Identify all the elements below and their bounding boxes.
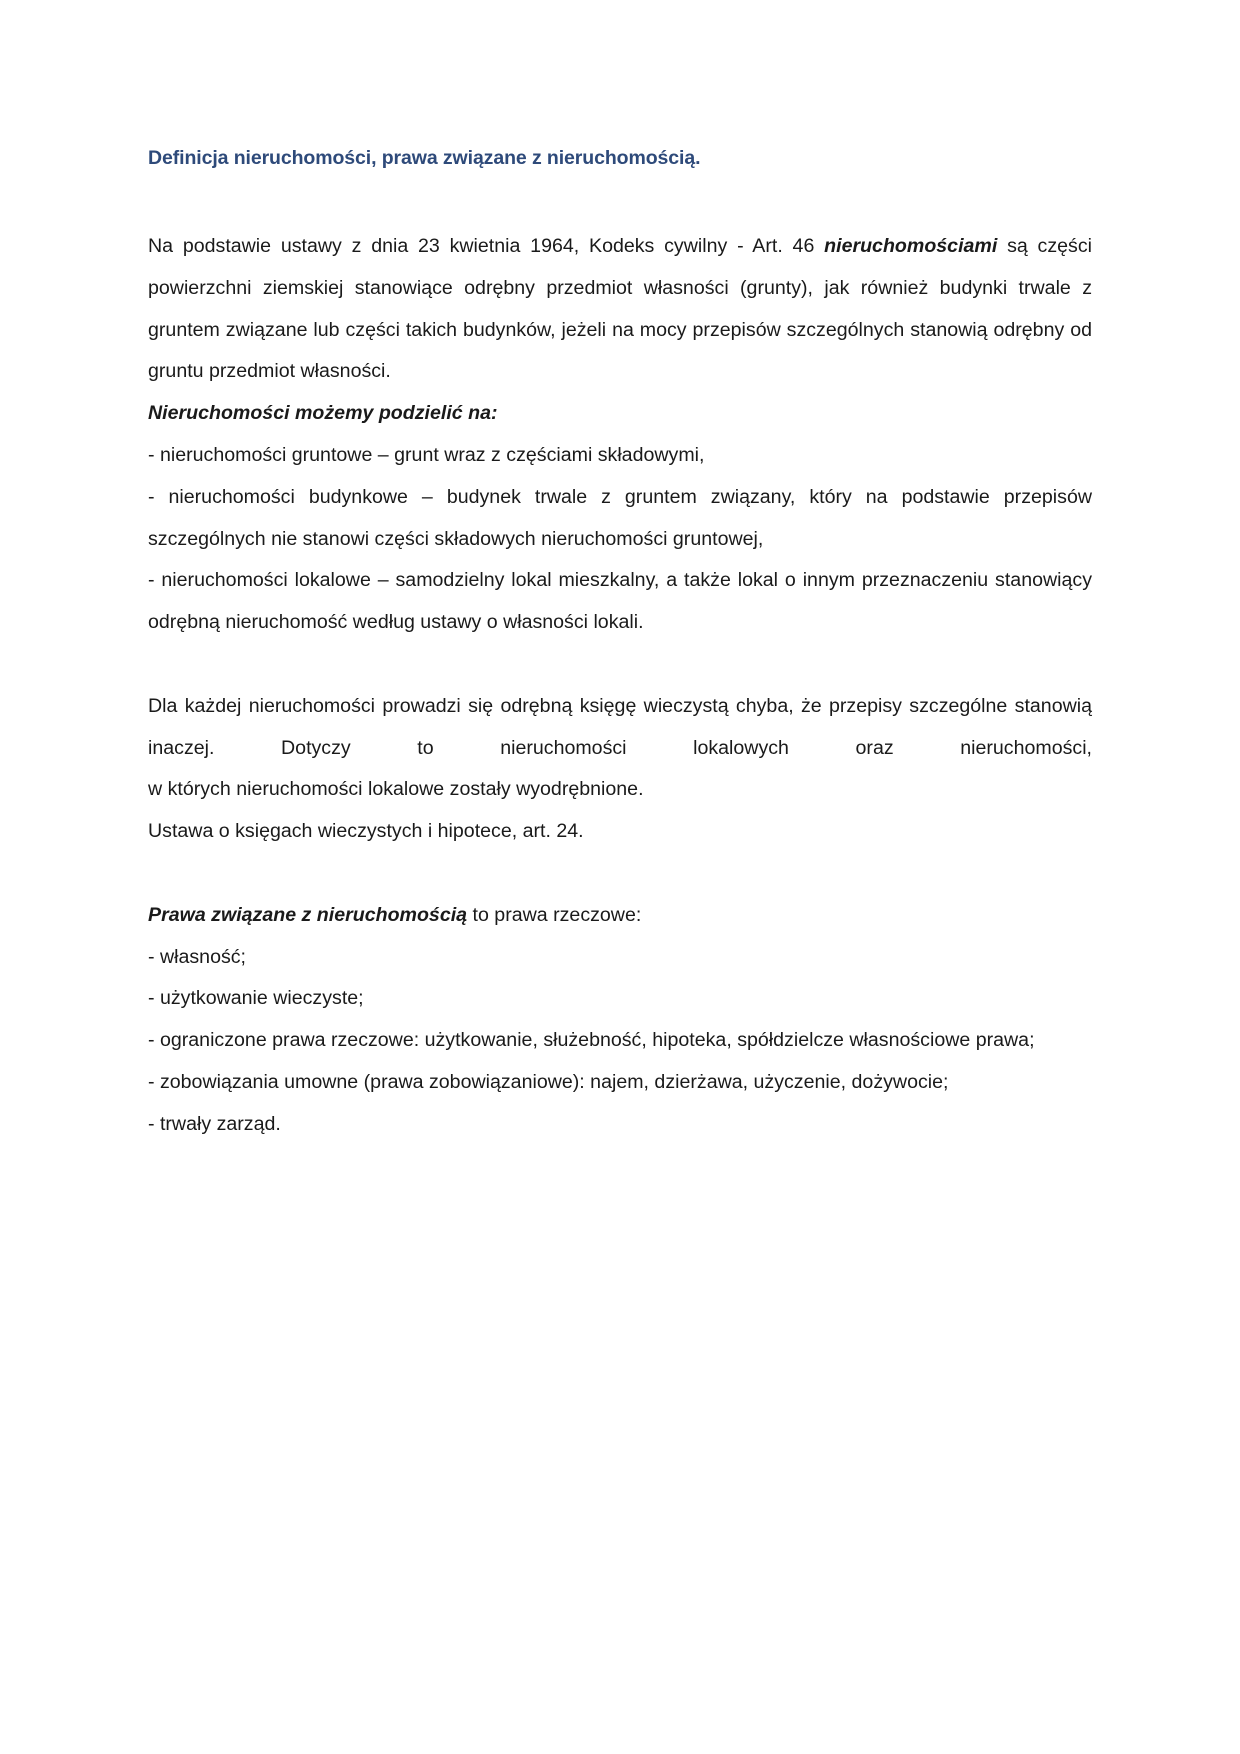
register-source: Ustawa o księgach wieczystych i hipotece, art. 24. <box>148 820 584 843</box>
rights-heading-after: to prawa rzeczowe: <box>467 903 642 926</box>
intro-paragraph <box>148 226 1092 393</box>
intro-text-before: Na podstawie ustawy z dnia 23 kwietnia 1964, Kodeks cywilny - Art. 46 <box>148 235 825 257</box>
rights-item: - zobowiązania umowne (prawa zobowiązaniowe): najem, dzierżawa, użyczenie, dożywocie; <box>148 1070 949 1093</box>
rights-item: - trwały zarząd. <box>148 1112 281 1135</box>
division-item: - nieruchomości budynkowe – budynek trwale z gruntem związany, który na podstawie przepisów szczególnych nie stanowi części składowych nieruchomości gruntowej, <box>148 485 1092 550</box>
rights-item: - ograniczone prawa rzeczowe: użytkowanie, służebność, hipoteka, spółdzielcze własnościowe prawa; <box>148 1029 1035 1052</box>
rights-item: - własność; <box>148 945 246 968</box>
division-heading: Nieruchomości możemy podzielić na: <box>148 402 498 425</box>
register-paragraph-end: w których nieruchomości lokalowe zostały wyodrębnione. <box>148 778 644 801</box>
register-paragraph: Dla każdej nieruchomości prowadzi się odrębną księgę wieczystą chyba, że przepisy szczególne stanowią inaczej. Dotyczy to nieruchomości lokalowych oraz nieruchomości, <box>148 694 1092 759</box>
intro-emphasis: nieruchomościami <box>824 235 998 257</box>
division-item: - nieruchomości lokalowe – samodzielny lokal mieszkalny, a także lokal o innym przeznaczeniu stanowiący odrębną nieruchomość według ustawy o własności lokali. <box>148 569 1092 634</box>
intro-text-after: są części powierzchni ziemskiej stanowiące odrębny przedmiot własności (grunty), jak również budynki trwale z gruntem związane lub części takich budynków, jeżeli na mocy przepisów szczególnych stanowią odrębny od gruntu przedmiot własności. <box>148 235 1092 383</box>
document-title: Definicja nieruchomości, prawa związane z nieruchomością. <box>148 147 701 169</box>
division-item: - nieruchomości gruntowe – grunt wraz z częściami składowymi, <box>148 443 705 466</box>
spacer <box>148 853 1092 895</box>
rights-item: - użytkowanie wieczyste; <box>148 987 364 1010</box>
document-body <box>148 226 1092 1146</box>
rights-heading <box>148 895 1092 937</box>
rights-emphasis: Prawa związane z nieruchomością <box>148 903 468 926</box>
spacer <box>148 644 1092 686</box>
